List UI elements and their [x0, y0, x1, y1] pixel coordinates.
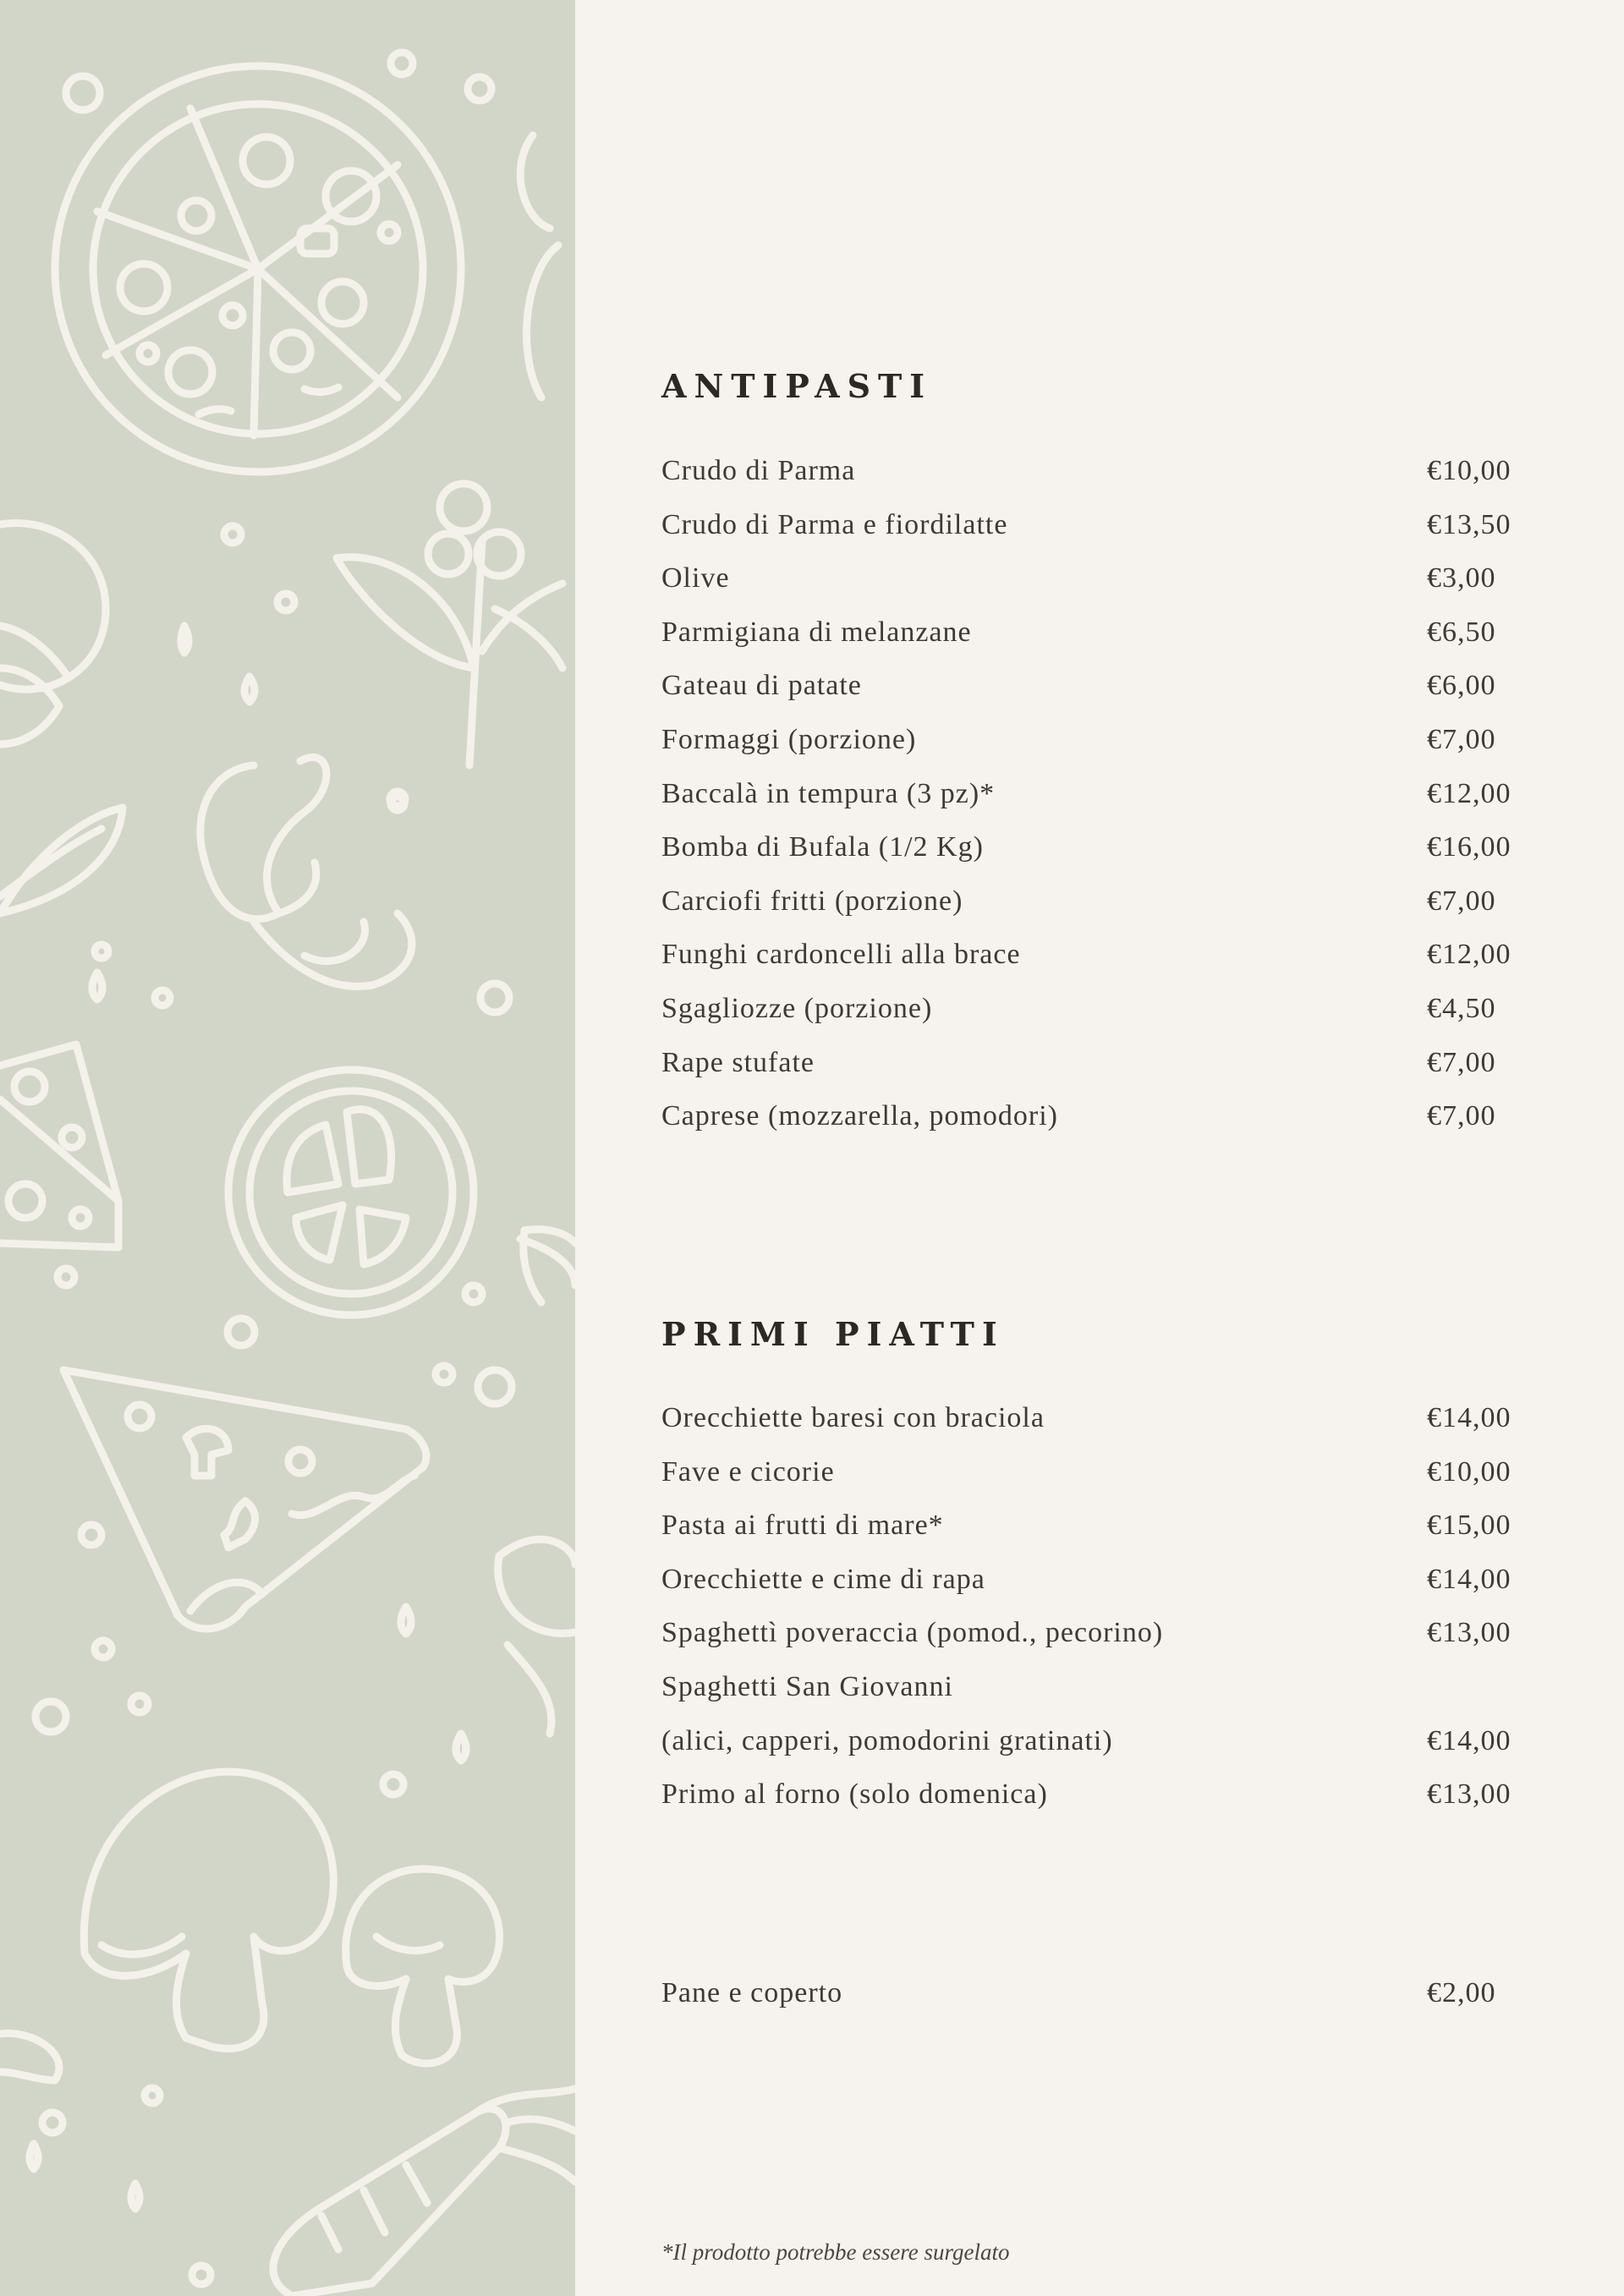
menu-item-name: Gateau di patate — [661, 670, 862, 702]
menu-item-price: €7,00 — [1427, 1100, 1496, 1132]
menu-item-name: Primo al forno (solo domenica) — [661, 1778, 1048, 1811]
menu-item-name: (alici, capperi, pomodorini gratinati) — [661, 1724, 1113, 1756]
menu-item-name: Parmigiana di melanzane — [661, 616, 972, 648]
menu-item-price: €10,00 — [1427, 1455, 1512, 1488]
menu-item-name: Carciofi fritti (porzione) — [661, 885, 963, 917]
menu-item — [661, 616, 1516, 671]
menu-item-price: €2,00 — [1427, 1977, 1496, 2008]
menu-item-name: Caprese (mozzarella, pomodori) — [661, 1100, 1058, 1132]
antipasti-heading: ANTIPASTI — [661, 367, 933, 405]
menu-item-price: €4,50 — [1427, 992, 1496, 1024]
pizza-slice-doodle — [63, 1370, 426, 1629]
mushroom-doodle-top — [0, 523, 106, 744]
pizza-doodle — [55, 66, 461, 472]
menu-item — [661, 1977, 1516, 2031]
menu-item-name: Orecchiette baresi con braciola — [661, 1402, 1045, 1433]
decorative-side-panel — [0, 0, 575, 2296]
menu-item-price: €16,00 — [1427, 831, 1512, 863]
menu-item-name: Crudo di Parma e fiordilatte — [661, 508, 1008, 540]
herb-sprig-doodle — [337, 484, 562, 765]
menu-item-price: €7,00 — [1427, 1046, 1496, 1078]
menu-item — [661, 724, 1516, 778]
menu-item — [661, 1671, 1516, 1725]
menu-item-price: €12,00 — [1427, 939, 1512, 971]
menu-item — [661, 670, 1516, 724]
menu-item-name: Olive — [661, 562, 730, 595]
menu-item-price: €12,00 — [1427, 777, 1512, 809]
menu-item — [661, 831, 1516, 885]
menu-item-name: Sgagliozze (porzione) — [661, 992, 933, 1024]
menu-item-name: Fave e cicorie — [661, 1455, 835, 1488]
menu-item-price: €14,00 — [1427, 1724, 1512, 1756]
menu-item-price: €6,50 — [1427, 616, 1496, 648]
menu-item-price: €14,00 — [1427, 1402, 1512, 1433]
menu-item — [661, 993, 1516, 1047]
menu-item — [661, 1617, 1516, 1671]
menu-item-price: €7,00 — [1427, 723, 1496, 755]
menu-item-price: €3,00 — [1427, 562, 1496, 595]
menu-item-price: €7,00 — [1427, 885, 1496, 917]
menu-item — [661, 1725, 1516, 1779]
menu-item — [661, 509, 1516, 563]
menu-item — [661, 1047, 1516, 1101]
menu-item — [661, 1402, 1516, 1456]
tomato-doodle — [228, 1070, 474, 1315]
menu-item — [661, 1456, 1516, 1510]
menu-item-name: Spaghettì poveraccia (pomod., pecorino) — [661, 1617, 1164, 1649]
menu-item-name: Pane e coperto — [661, 1977, 843, 2008]
menu-item-price: €15,00 — [1427, 1510, 1512, 1542]
pasta-doodle — [200, 757, 412, 986]
menu-item-price: €14,00 — [1427, 1563, 1512, 1595]
menu-content — [661, 0, 1516, 2296]
menu-item — [661, 885, 1516, 940]
food-doodle-illustration — [0, 0, 575, 2296]
menu-item — [661, 562, 1516, 616]
menu-item — [661, 1778, 1516, 1833]
menu-item-name: Crudo di Parma — [661, 455, 856, 486]
menu-item-price: €10,00 — [1427, 455, 1512, 486]
primi-piatti-list — [661, 1402, 1516, 1833]
mushroom-doodle-bottom — [84, 1772, 499, 2063]
menu-item — [661, 778, 1516, 832]
menu-item-name: Baccalà in tempura (3 pz)* — [661, 777, 996, 809]
menu-item — [661, 1564, 1516, 1618]
menu-item-price: €13,00 — [1427, 1617, 1512, 1649]
menu-item-name: Orecchiette e cime di rapa — [661, 1563, 985, 1595]
menu-item — [661, 1510, 1516, 1564]
cover-charge-list — [661, 1977, 1516, 2031]
menu-item-name: Rape stufate — [661, 1046, 815, 1078]
menu-item-name: Pasta ai frutti di mare* — [661, 1510, 944, 1542]
menu-item-name: Formaggi (porzione) — [661, 723, 917, 755]
primi-piatti-heading: PRIMI PIATTI — [661, 1315, 1005, 1353]
menu-item-price: €6,00 — [1427, 670, 1496, 702]
menu-item-price: €13,50 — [1427, 508, 1512, 540]
menu-item — [661, 1100, 1516, 1154]
menu-item-name: Bomba di Bufala (1/2 Kg) — [661, 831, 984, 863]
menu-item-name: Funghi cardoncelli alla brace — [661, 939, 1021, 971]
frozen-product-footnote: *Il prodotto potrebbe essere surgelato — [661, 2239, 1010, 2265]
menu-item — [661, 455, 1516, 509]
cheese-doodle — [0, 1044, 118, 1247]
basil-leaf-doodle — [0, 808, 123, 913]
menu-item-name: Spaghetti San Giovanni — [661, 1670, 953, 1702]
antipasti-list — [661, 455, 1516, 1154]
menu-item-price: €13,00 — [1427, 1778, 1512, 1811]
menu-item — [661, 939, 1516, 993]
